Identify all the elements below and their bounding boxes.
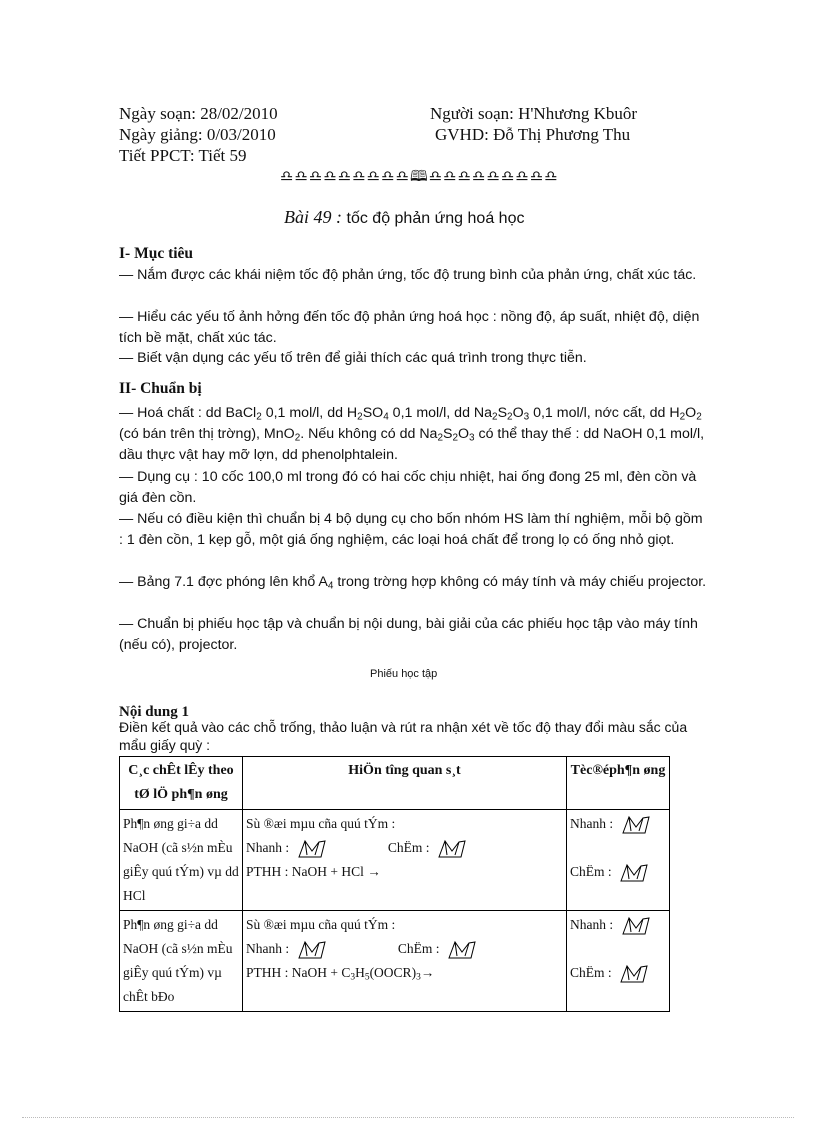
objective-item: — Hiểu các yếu tố ảnh hởng đến tốc độ phản ứng hoá học : nồng độ, áp suất, nhiệt độ, diện tích bề mặt, chất xúc tác. [119, 309, 700, 346]
group-kit-item: — Nếu có điều kiện thì chuẩn bị 4 bộ dụng cụ cho bốn nhóm HS làm thí nghiệm, mỗi bộ gồm : 1 đèn cồn, 1 kẹp gỗ, một giá ống nghiệm, các loại hoá chất để trong lọ có ống nhỏ giọt. [119, 511, 703, 548]
envelope-icon [297, 940, 327, 960]
section-preparation-heading: II- Chuẩn bị [119, 380, 202, 397]
table-header-row [120, 757, 670, 810]
objective-item: — Biết vận dụng các yếu tố trên để giải thích các quá trình trong thực tiễn. [119, 350, 587, 366]
envelope-icon [621, 916, 651, 936]
lesson-name: tốc độ phản ứng hoá học [346, 210, 525, 227]
header-observation: HiÖn tîng quan s¸t [243, 757, 567, 810]
table-row [120, 810, 670, 911]
observation-cell: Sù ®æi mµu cña quú tÝm : Nhanh : ChËm : PTHH : NaOH + HCl → [243, 810, 567, 911]
lesson-label: Bài 49 : [284, 207, 342, 227]
objective-item: — Nắm được các khái niệm tốc độ phản ứng, tốc độ trung bình của phản ứng, chất xúc tác. [119, 267, 697, 283]
envelope-icon [619, 964, 649, 984]
worksheet-prep-item: — Chuẩn bị phiếu học tập và chuẩn bị nội dung, bài giải của các phiếu học tập vào máy tính (nếu có), projector. [119, 616, 698, 653]
header-rate: Tèc®éph¶n øng [567, 757, 670, 810]
section-objectives-heading: I- Mục tiêu [119, 245, 194, 262]
envelope-icon [447, 940, 477, 960]
rate-cell: Nhanh : ChËm : [567, 810, 670, 911]
header-reagents: C¸c chÊt lÊy theo tØ lÖ ph¶n øng [120, 757, 243, 810]
envelope-icon [437, 839, 467, 859]
rate-cell: Nhanh : ChËm : [567, 911, 670, 1012]
equipment-item: — Dụng cụ : 10 cốc 100,0 ml trong đó có hai cốc chịu nhiệt, hai ống đong 25 ml, đèn cồn và giá đèn cồn. [119, 469, 697, 506]
worksheet-table [119, 756, 670, 1012]
author: Người soạn: H'Nhương Kbuôr [430, 104, 638, 123]
reagents-cell: Ph¶n øng gi÷a dd NaOH (cã s½n mÈu giÊy quú tÝm) vµ chÊt bÐo [120, 911, 243, 1012]
envelope-icon [297, 839, 327, 859]
envelope-icon [621, 815, 651, 835]
board-item: — Bảng 7.1 đợc phóng lên khổ $A_4$ trong trờng hợp không có máy tính và máy chiếu projector. [119, 574, 707, 592]
reagents-cell: Ph¶n øng gi÷a dd NaOH (cã s½n mÈu giÊy quú tÝm) vµ dd HCl [120, 810, 243, 911]
date-prepared: Ngày soạn: 28/02/2010 [119, 104, 278, 123]
worksheet-instruction: Điền kết quả vào các chỗ trống, thảo luận và rút ra nhận xét về tốc độ thay đổi màu sắc của mẩu giấy quỳ : [119, 719, 688, 753]
date-taught: Ngày giảng: 0/03/2010 [119, 125, 276, 144]
worksheet-title: Phiếu học tập [370, 668, 438, 680]
chemicals-item: — Hoá chất : dd BaCl$_2$ 0,1 mol/l, dd $H_2SO_4$ 0,1 mol/l, dd $Na_2S_2O_3$ 0,1 mol/l, nớc cất, dd $H_2O_2$ (có bán trên thị trờng), MnO$_2$. Nếu không có dd $Na_2S_2O_3$ có thể thay thế : dd NaOH 0,1 mol/l, dầu thực vật hay mỡ lợn, dd phenolphtalein. [119, 405, 705, 463]
ornament-divider: ♎♎♎♎♎♎♎♎♎🕮♎♎♎♎♎♎♎♎♎ [280, 167, 559, 185]
lesson-number: Tiết PPCT: Tiết 59 [119, 146, 247, 165]
content-heading: Nội dung 1 [119, 704, 190, 720]
lesson-title [284, 207, 524, 228]
page-bottom-divider [22, 1117, 794, 1118]
observation-cell: Sù ®æi mµu cña quú tÝm : Nhanh : ChËm : PTHH : NaOH + $C_3H_5(OOCR)_3\to$ [243, 911, 567, 1012]
envelope-icon [619, 863, 649, 883]
table-row [120, 911, 670, 1012]
supervisor: GVHD: Đỗ Thị Phương Thu [435, 125, 631, 144]
